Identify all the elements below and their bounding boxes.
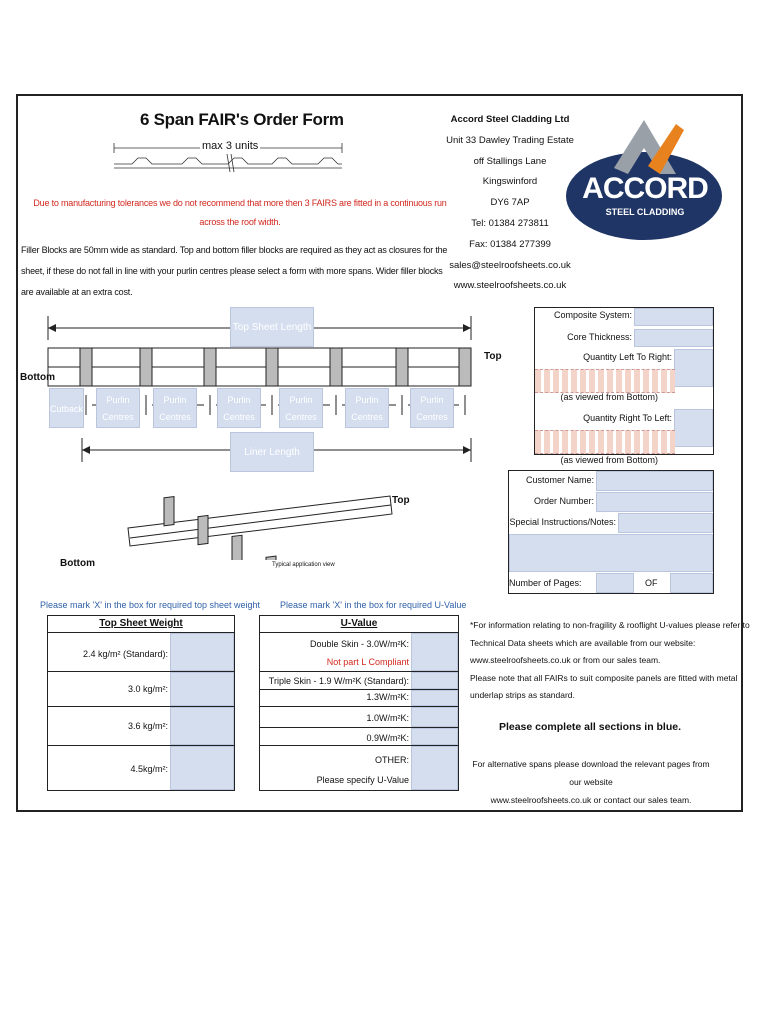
telephone: Tel: 01384 273811 — [471, 217, 549, 229]
weight-option-label: 2.4 kg/m² (Standard): — [82, 649, 168, 659]
purlin-label: Purlin — [163, 395, 187, 405]
note-line: *For information relating to non-fragility & rooflight U-values please refer to — [470, 620, 750, 630]
panel-profile-image — [535, 430, 675, 454]
iso-top-label: Top — [392, 495, 410, 506]
weight-checkbox[interactable] — [170, 672, 234, 706]
address-line: Kingswinford — [482, 176, 538, 188]
liner-length-field[interactable] — [230, 432, 314, 472]
cutback-field[interactable] — [49, 388, 84, 428]
order-number-label: Order Number: — [533, 496, 594, 506]
iso-bottom-label: Bottom — [60, 558, 95, 569]
company-name: Accord Steel Cladding Ltd — [450, 114, 570, 125]
qty-left-right-input[interactable] — [674, 349, 713, 387]
note-line: underlap strips as standard. — [470, 690, 575, 700]
special-instructions-textarea[interactable] — [509, 534, 713, 572]
qty-left-right-label: Quantity Left To Right: — [583, 352, 672, 362]
purlin-label: Purlin — [355, 395, 379, 405]
complete-instruction: Please complete all sections in blue. — [498, 721, 682, 733]
note-line: Technical Data sheets which are available from our website: — [470, 637, 696, 648]
qty-right-left-label: Quantity Right To Left: — [583, 413, 672, 423]
centres-label: Centres — [159, 412, 191, 422]
page-title: 6 Span FAIR's Order Form — [140, 110, 344, 129]
top-sheet-length-field[interactable] — [230, 307, 314, 347]
as-viewed-label: (as viewed from Bottom) — [560, 392, 658, 402]
purlin-centres-field-3[interactable] — [217, 388, 261, 428]
uvalue-10-label: 1.0W/m²K: — [366, 713, 409, 723]
weight-option-label: 3.6 kg/m²: — [127, 721, 168, 731]
diagram-bottom-label: Bottom — [20, 372, 55, 383]
customer-name-label: Customer Name: — [525, 475, 594, 485]
special-instructions-input[interactable] — [618, 513, 713, 533]
centres-label: Centres — [223, 412, 255, 422]
notes-block — [470, 617, 750, 705]
panel-profile-image — [535, 369, 675, 393]
uvalue-13-label: 1.3W/m²K: — [366, 692, 409, 702]
max-units-label: max 3 units — [202, 140, 259, 152]
customer-name-input[interactable] — [596, 471, 713, 491]
purlin-centres-field-1[interactable] — [96, 388, 140, 428]
diagram-top-label: Top — [484, 351, 502, 362]
address-line: off Stallings Lane — [473, 155, 547, 167]
address-line: DY6 7AP — [490, 197, 530, 209]
qty-right-left-input[interactable] — [674, 409, 713, 447]
liner-length-label: Liner Length — [244, 447, 300, 458]
purlin-label: Purlin — [106, 395, 130, 405]
note-line: For alternative spans please download the relevant pages from our website — [472, 759, 710, 787]
purlin-centres-field-6[interactable] — [410, 388, 454, 428]
pages-label: Number of Pages: — [509, 578, 582, 588]
cutback-label: Cutback — [50, 404, 84, 414]
weight-checkbox[interactable] — [170, 633, 234, 671]
purlin-centres-field-2[interactable] — [153, 388, 197, 428]
uvalue-header: U-Value — [340, 618, 378, 629]
centres-label: Centres — [102, 412, 134, 422]
weight-instruction: Please mark 'X' in the box for required top sheet weight — [40, 600, 261, 610]
triple-skin-label: Triple Skin - 1.9 W/m²K (Standard): — [268, 676, 409, 686]
logo-main-text: ACCORD — [582, 172, 708, 205]
not-compliant-note: Not part L Compliant — [326, 657, 409, 667]
uvalue-instruction: Please mark 'X' in the box for required U-Value — [280, 600, 467, 610]
of-label: OF — [645, 578, 658, 588]
logo-sub-text: STEEL CLADDING — [605, 207, 685, 217]
double-skin-checkbox[interactable] — [411, 633, 458, 671]
composite-system-input[interactable] — [634, 308, 713, 326]
centres-label: Centres — [351, 412, 383, 422]
note-line: Please note that all FAIRs to suit composite panels are fitted with metal — [470, 672, 738, 683]
special-instructions-label: Special Instructions/Notes: — [509, 517, 616, 527]
purlin-centres-field-5[interactable] — [345, 388, 389, 428]
order-number-input[interactable] — [596, 492, 713, 512]
uvalue-09-checkbox[interactable] — [411, 728, 458, 745]
uvalue-10-checkbox[interactable] — [411, 707, 458, 727]
core-thickness-label: Core Thickness: — [567, 332, 632, 342]
as-viewed-label: (as viewed from Bottom) — [560, 455, 658, 465]
specify-label: Please specify U-Value — [316, 775, 409, 785]
total-pages-input[interactable] — [670, 573, 713, 593]
top-sheet-length-label: Top Sheet Length — [232, 322, 312, 333]
uvalue-13-checkbox[interactable] — [411, 690, 458, 706]
other-uvalue-input[interactable] — [411, 746, 458, 790]
core-thickness-input[interactable] — [634, 329, 713, 347]
centres-label: Centres — [285, 412, 317, 422]
other-label: OTHER: — [374, 755, 409, 765]
typical-view-caption: Typical application view — [272, 562, 335, 568]
website-link[interactable]: www.steelroofsheets.co.uk — [453, 280, 567, 292]
purlin-label: Purlin — [227, 395, 251, 405]
weight-option-label: 3.0 kg/m²: — [127, 684, 168, 694]
weight-checkbox[interactable] — [170, 746, 234, 790]
purlin-label: Purlin — [289, 395, 313, 405]
weight-header: Top Sheet Weight — [99, 618, 183, 629]
company-address — [440, 110, 580, 297]
weight-checkbox[interactable] — [170, 707, 234, 745]
triple-skin-checkbox[interactable] — [411, 672, 458, 689]
email-link[interactable]: sales@steelroofsheets.co.uk — [449, 259, 571, 271]
address-line: Unit 33 Dawley Trading Estate — [446, 134, 574, 146]
weight-option-label: 4.5kg/m²: — [130, 764, 168, 774]
fax: Fax: 01384 277399 — [469, 238, 551, 250]
uvalue-09-label: 0.9W/m²K: — [366, 733, 409, 743]
alt-spans-note — [466, 755, 716, 809]
double-skin-label: Double Skin - 3.0W/m²K: — [309, 639, 409, 649]
composite-system-label: Composite System: — [553, 310, 632, 320]
purlin-centres-field-4[interactable] — [279, 388, 323, 428]
note-line: www.steelroofsheets.co.uk or contact our sales team. — [490, 795, 692, 805]
page-number-input[interactable] — [596, 573, 634, 593]
filler-info-text: Filler Blocks are 50mm wide as standard. Top and bottom filler blocks are required as they act as closures for the sheet, if these do not fall in line with your purlin centres please select a form with more spans. Wider filler blocks are available at an extra cost. — [21, 245, 448, 297]
centres-label: Centres — [416, 412, 448, 422]
purlin-label: Purlin — [420, 395, 444, 405]
note-line: www.steelroofsheets.co.uk or from our sales team. — [470, 655, 661, 665]
accord-logo — [564, 114, 724, 244]
warning-text: Due to manufacturing tolerances we do not recommend that more then 3 FAIRS are fitted in a continuous run across the roof width. — [33, 198, 447, 227]
